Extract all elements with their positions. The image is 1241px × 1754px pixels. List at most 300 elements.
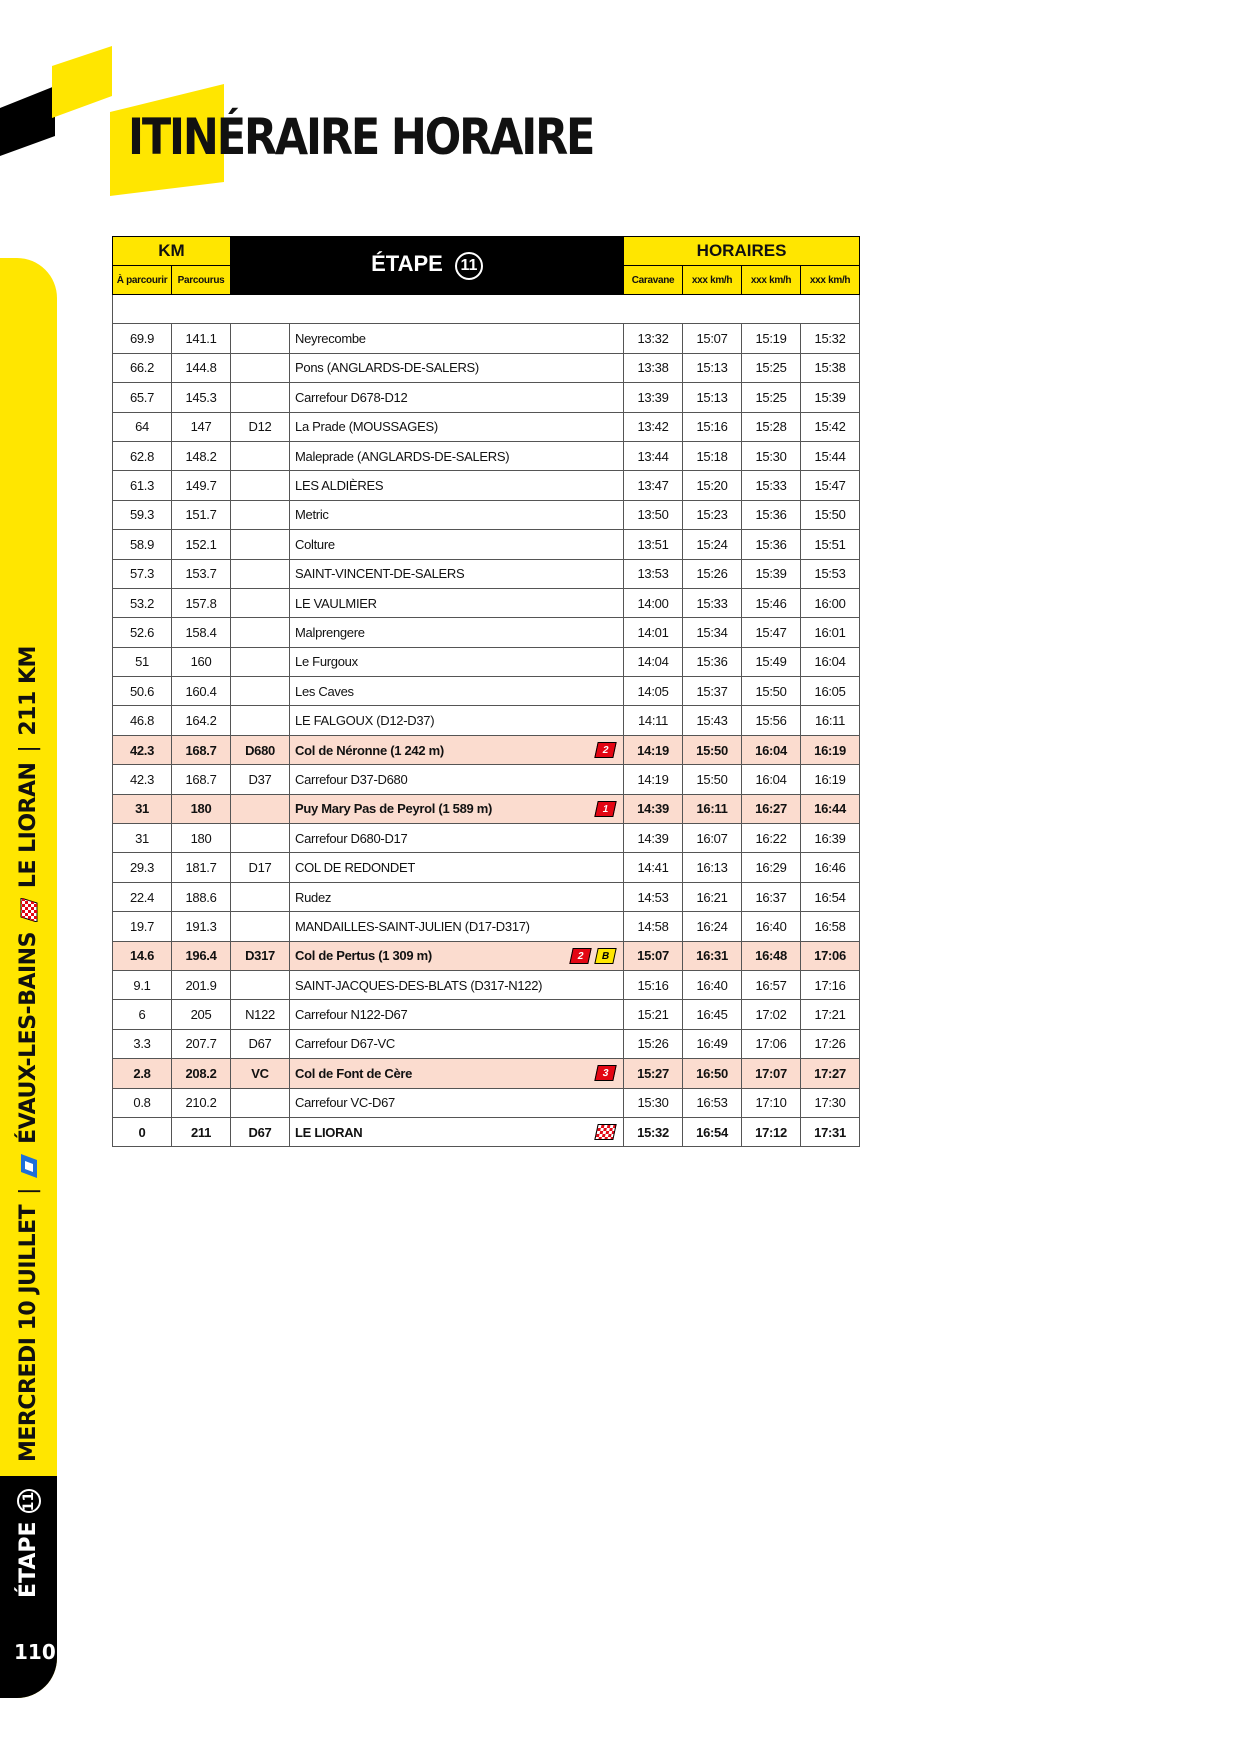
- time-speed-3-cell: 17:16: [801, 970, 860, 999]
- time-speed-3-cell: 15:47: [801, 471, 860, 500]
- table-row: [113, 324, 860, 353]
- road-cell: [231, 1088, 290, 1117]
- corner-decoration: [0, 0, 240, 200]
- time-caravane-cell: 14:41: [624, 853, 683, 882]
- km-remaining-cell: 62.8: [113, 441, 172, 470]
- time-speed-3-cell: 15:50: [801, 500, 860, 529]
- km-done-cell: 158.4: [172, 618, 231, 647]
- place-cell: [290, 324, 624, 353]
- road-cell: D12: [231, 412, 290, 441]
- time-caravane-cell: 14:01: [624, 618, 683, 647]
- place-cell: [290, 618, 624, 647]
- time-speed-3-cell: 16:46: [801, 853, 860, 882]
- km-remaining-cell: 50.6: [113, 677, 172, 706]
- time-speed-3-cell: 16:00: [801, 588, 860, 617]
- place-name: COL DE REDONDET: [295, 860, 415, 876]
- km-remaining-cell: 22.4: [113, 882, 172, 911]
- time-speed-2-cell: 16:04: [742, 765, 801, 794]
- stage-start: ÉVAUX-LES-BAINS: [16, 932, 41, 1144]
- time-speed-2-cell: 15:50: [742, 677, 801, 706]
- km-done-cell: 153.7: [172, 559, 231, 588]
- road-cell: [231, 559, 290, 588]
- time-speed-3-cell: 16:58: [801, 912, 860, 941]
- place-cell: [290, 1088, 624, 1117]
- time-caravane-cell: 13:39: [624, 383, 683, 412]
- km-remaining-cell: 2.8: [113, 1059, 172, 1088]
- time-speed-3-cell: 15:32: [801, 324, 860, 353]
- time-speed-3-cell: 17:31: [801, 1117, 860, 1146]
- stage-distance: 211 KM: [16, 646, 41, 736]
- time-speed-3-cell: 16:19: [801, 765, 860, 794]
- place-name: Les Caves: [295, 683, 354, 699]
- time-speed-2-cell: 15:25: [742, 353, 801, 382]
- table-row: [113, 824, 860, 853]
- time-speed-2-cell: 15:19: [742, 324, 801, 353]
- speed-header-3: xxx km/h: [801, 266, 860, 295]
- speed-header-1: xxx km/h: [683, 266, 742, 295]
- km-done-cell: 168.7: [172, 735, 231, 764]
- time-caravane-cell: 13:38: [624, 353, 683, 382]
- time-speed-2-cell: 16:04: [742, 735, 801, 764]
- time-speed-3-cell: 16:39: [801, 824, 860, 853]
- time-speed-2-cell: 15:30: [742, 441, 801, 470]
- time-speed-1-cell: 16:54: [683, 1117, 742, 1146]
- time-speed-2-cell: 15:47: [742, 618, 801, 647]
- time-speed-3-cell: 15:38: [801, 353, 860, 382]
- time-speed-3-cell: 15:53: [801, 559, 860, 588]
- time-speed-2-cell: 17:02: [742, 1000, 801, 1029]
- road-cell: [231, 882, 290, 911]
- road-cell: [231, 471, 290, 500]
- place-name: MANDAILLES-SAINT-JULIEN (D17-D317): [295, 918, 530, 934]
- place-name: LE LIORAN: [295, 1124, 363, 1140]
- road-cell: D317: [231, 941, 290, 970]
- itinerary-table: [112, 236, 860, 1147]
- table-row: [113, 912, 860, 941]
- time-speed-2-cell: 15:33: [742, 471, 801, 500]
- table-row: [113, 794, 860, 823]
- time-speed-2-cell: 17:06: [742, 1029, 801, 1058]
- table-row: [113, 500, 860, 529]
- climb-badges: [596, 1065, 615, 1081]
- km-remaining-cell: 57.3: [113, 559, 172, 588]
- time-speed-3-cell: 17:26: [801, 1029, 860, 1058]
- place-name: Pons (ANGLARDS-DE-SALERS): [295, 360, 479, 376]
- table-row: [113, 941, 860, 970]
- place-name: Col de Font de Cère: [295, 1065, 413, 1081]
- road-cell: D67: [231, 1029, 290, 1058]
- km-done-cell: 180: [172, 824, 231, 853]
- road-cell: [231, 588, 290, 617]
- road-cell: [231, 970, 290, 999]
- time-caravane-cell: 14:19: [624, 765, 683, 794]
- km-done-cell: 145.3: [172, 383, 231, 412]
- table-row: [113, 882, 860, 911]
- place-cell: [290, 853, 624, 882]
- table-row: [113, 647, 860, 676]
- km-remaining-cell: 59.3: [113, 500, 172, 529]
- time-speed-2-cell: 16:37: [742, 882, 801, 911]
- km-remaining-cell: 6: [113, 1000, 172, 1029]
- place-name: Puy Mary Pas de Peyrol (1 589 m): [295, 801, 493, 817]
- time-caravane-cell: 15:26: [624, 1029, 683, 1058]
- table-row: [113, 383, 860, 412]
- time-caravane-cell: 13:51: [624, 530, 683, 559]
- km-done-cell: 205: [172, 1000, 231, 1029]
- table-row: [113, 530, 860, 559]
- time-speed-1-cell: 15:13: [683, 353, 742, 382]
- road-cell: D67: [231, 1117, 290, 1146]
- km-remaining-cell: 42.3: [113, 735, 172, 764]
- time-caravane-cell: 15:16: [624, 970, 683, 999]
- time-speed-1-cell: 15:13: [683, 383, 742, 412]
- start-flag-icon: [19, 1154, 39, 1178]
- road-cell: D680: [231, 735, 290, 764]
- time-speed-3-cell: 15:51: [801, 530, 860, 559]
- separator: |: [16, 745, 41, 753]
- time-caravane-cell: 13:50: [624, 500, 683, 529]
- speed-header-2: xxx km/h: [742, 266, 801, 295]
- km-done-cell: 152.1: [172, 530, 231, 559]
- place-cell: [290, 677, 624, 706]
- time-speed-3-cell: 17:27: [801, 1059, 860, 1088]
- place-cell: [290, 912, 624, 941]
- table-row: [113, 471, 860, 500]
- place-name: SAINT-VINCENT-DE-SALERS: [295, 566, 465, 582]
- km-done-cell: 151.7: [172, 500, 231, 529]
- place-cell: [290, 353, 624, 382]
- km-remaining-cell: 65.7: [113, 383, 172, 412]
- place-name: Carrefour VC-D67: [295, 1095, 395, 1111]
- time-speed-1-cell: 15:50: [683, 765, 742, 794]
- road-cell: D17: [231, 853, 290, 882]
- time-speed-2-cell: 16:57: [742, 970, 801, 999]
- time-speed-3-cell: 17:06: [801, 941, 860, 970]
- road-cell: [231, 353, 290, 382]
- etape-number: 11: [455, 252, 483, 280]
- time-caravane-cell: 13:47: [624, 471, 683, 500]
- parcourus-header: Parcourus: [172, 266, 231, 295]
- place-cell: [290, 559, 624, 588]
- time-caravane-cell: 14:11: [624, 706, 683, 735]
- time-caravane-cell: 14:04: [624, 647, 683, 676]
- place-cell: [290, 765, 624, 794]
- checkered-flag-icon: [19, 898, 39, 922]
- place-cell: [290, 588, 624, 617]
- time-speed-2-cell: 16:22: [742, 824, 801, 853]
- time-speed-2-cell: 15:39: [742, 559, 801, 588]
- road-cell: [231, 383, 290, 412]
- km-done-cell: 211: [172, 1117, 231, 1146]
- climb-badges: [596, 1124, 615, 1140]
- km-remaining-cell: 31: [113, 824, 172, 853]
- time-speed-1-cell: 16:13: [683, 853, 742, 882]
- road-cell: [231, 441, 290, 470]
- road-cell: D37: [231, 765, 290, 794]
- road-cell: [231, 324, 290, 353]
- time-speed-1-cell: 16:11: [683, 794, 742, 823]
- place-name: Col de Néronne (1 242 m): [295, 742, 444, 758]
- km-remaining-cell: 19.7: [113, 912, 172, 941]
- km-remaining-cell: 52.6: [113, 618, 172, 647]
- km-remaining-cell: 9.1: [113, 970, 172, 999]
- sidebar-etape-label: ÉTAPE: [16, 1521, 41, 1598]
- time-speed-1-cell: 15:33: [683, 588, 742, 617]
- place-name: LE FALGOUX (D12-D37): [295, 713, 435, 729]
- place-name: Malprengere: [295, 624, 365, 640]
- time-caravane-cell: 13:32: [624, 324, 683, 353]
- time-caravane-cell: 13:44: [624, 441, 683, 470]
- time-speed-2-cell: 15:28: [742, 412, 801, 441]
- time-caravane-cell: 14:58: [624, 912, 683, 941]
- km-done-cell: 208.2: [172, 1059, 231, 1088]
- km-done-cell: 164.2: [172, 706, 231, 735]
- page-title: ITINÉRAIRE HORAIRE: [128, 108, 594, 166]
- km-remaining-cell: 61.3: [113, 471, 172, 500]
- km-remaining-cell: 14.6: [113, 941, 172, 970]
- place-cell: [290, 1117, 624, 1146]
- place-name: Rudez: [295, 889, 332, 905]
- km-remaining-cell: 29.3: [113, 853, 172, 882]
- place-name: Metric: [295, 507, 329, 523]
- place-cell: [290, 706, 624, 735]
- place-cell: [290, 735, 624, 764]
- time-speed-1-cell: 15:24: [683, 530, 742, 559]
- climb-category-icon: 3: [594, 1065, 616, 1081]
- time-speed-3-cell: 16:01: [801, 618, 860, 647]
- km-header: KM: [113, 237, 231, 266]
- time-caravane-cell: 14:19: [624, 735, 683, 764]
- table-row: [113, 735, 860, 764]
- road-cell: [231, 530, 290, 559]
- road-cell: [231, 500, 290, 529]
- itinerary-body: [113, 324, 860, 1147]
- time-speed-2-cell: 16:40: [742, 912, 801, 941]
- time-speed-1-cell: 16:40: [683, 970, 742, 999]
- road-cell: VC: [231, 1059, 290, 1088]
- time-speed-1-cell: 15:37: [683, 677, 742, 706]
- time-caravane-cell: 15:30: [624, 1088, 683, 1117]
- time-speed-1-cell: 15:50: [683, 735, 742, 764]
- place-cell: [290, 1059, 624, 1088]
- climb-badges: [571, 948, 615, 964]
- km-remaining-cell: 0: [113, 1117, 172, 1146]
- road-cell: [231, 794, 290, 823]
- place-cell: [290, 794, 624, 823]
- place-name: Carrefour N122-D67: [295, 1007, 408, 1023]
- finish-flag-icon: [594, 1124, 616, 1140]
- table-row: [113, 1059, 860, 1088]
- table-row: [113, 706, 860, 735]
- km-remaining-cell: 51: [113, 647, 172, 676]
- km-done-cell: 210.2: [172, 1088, 231, 1117]
- km-remaining-cell: 42.3: [113, 765, 172, 794]
- road-cell: [231, 912, 290, 941]
- km-done-cell: 149.7: [172, 471, 231, 500]
- separator: |: [16, 1187, 41, 1195]
- place-name: Le Furgoux: [295, 654, 358, 670]
- time-speed-1-cell: 16:24: [683, 912, 742, 941]
- table-row: [113, 853, 860, 882]
- table-row: [113, 559, 860, 588]
- km-done-cell: 201.9: [172, 970, 231, 999]
- km-done-cell: 160: [172, 647, 231, 676]
- horaires-header: HORAIRES: [624, 237, 860, 266]
- time-speed-2-cell: 15:36: [742, 530, 801, 559]
- time-speed-1-cell: 16:53: [683, 1088, 742, 1117]
- time-caravane-cell: 14:53: [624, 882, 683, 911]
- time-caravane-cell: 15:32: [624, 1117, 683, 1146]
- caravane-header: Caravane: [624, 266, 683, 295]
- table-row: [113, 765, 860, 794]
- place-cell: [290, 1000, 624, 1029]
- place-cell: [290, 882, 624, 911]
- place-cell: [290, 941, 624, 970]
- place-name: Carrefour D37-D680: [295, 771, 408, 787]
- place-name: Carrefour D678-D12: [295, 389, 408, 405]
- km-remaining-cell: 46.8: [113, 706, 172, 735]
- time-speed-2-cell: 17:10: [742, 1088, 801, 1117]
- table-row: [113, 441, 860, 470]
- road-cell: N122: [231, 1000, 290, 1029]
- time-speed-1-cell: 15:16: [683, 412, 742, 441]
- time-speed-2-cell: 16:27: [742, 794, 801, 823]
- time-caravane-cell: 15:21: [624, 1000, 683, 1029]
- stage-finish: LE LIORAN: [16, 762, 41, 889]
- place-name: Carrefour D680-D17: [295, 830, 408, 846]
- time-speed-2-cell: 16:48: [742, 941, 801, 970]
- time-speed-1-cell: 15:23: [683, 500, 742, 529]
- km-done-cell: 147: [172, 412, 231, 441]
- climb-badges: [596, 742, 615, 758]
- time-speed-1-cell: 16:45: [683, 1000, 742, 1029]
- km-done-cell: 160.4: [172, 677, 231, 706]
- place-name: Maleprade (ANGLARDS-DE-SALERS): [295, 448, 510, 464]
- time-caravane-cell: 14:00: [624, 588, 683, 617]
- place-cell: [290, 1029, 624, 1058]
- place-name: LE VAULMIER: [295, 595, 377, 611]
- page-number: 110: [14, 1640, 56, 1664]
- time-speed-3-cell: 16:04: [801, 647, 860, 676]
- time-speed-2-cell: 15:56: [742, 706, 801, 735]
- time-speed-3-cell: 16:19: [801, 735, 860, 764]
- place-cell: [290, 647, 624, 676]
- km-remaining-cell: 53.2: [113, 588, 172, 617]
- climb-category-icon: 2: [569, 948, 591, 964]
- climb-category-icon: 1: [594, 801, 616, 817]
- place-cell: [290, 824, 624, 853]
- table-row: [113, 618, 860, 647]
- km-done-cell: 141.1: [172, 324, 231, 353]
- time-speed-3-cell: 16:05: [801, 677, 860, 706]
- table-row: [113, 588, 860, 617]
- place-cell: [290, 471, 624, 500]
- time-caravane-cell: 15:07: [624, 941, 683, 970]
- place-cell: [290, 970, 624, 999]
- km-remaining-cell: 58.9: [113, 530, 172, 559]
- climb-category-icon: 2: [594, 742, 616, 758]
- stage-summary: [14, 646, 44, 1462]
- table-row: [113, 677, 860, 706]
- road-cell: [231, 647, 290, 676]
- time-caravane-cell: 13:53: [624, 559, 683, 588]
- time-speed-2-cell: 16:29: [742, 853, 801, 882]
- climb-badges: [596, 801, 615, 817]
- sidebar-etape: [16, 1489, 41, 1598]
- time-caravane-cell: 14:05: [624, 677, 683, 706]
- place-name: Neyrecombe: [295, 331, 366, 347]
- time-speed-1-cell: 16:50: [683, 1059, 742, 1088]
- time-caravane-cell: 14:39: [624, 824, 683, 853]
- time-speed-3-cell: 16:54: [801, 882, 860, 911]
- km-done-cell: 181.7: [172, 853, 231, 882]
- km-remaining-cell: 31: [113, 794, 172, 823]
- km-remaining-cell: 66.2: [113, 353, 172, 382]
- time-speed-3-cell: 15:44: [801, 441, 860, 470]
- km-done-cell: 168.7: [172, 765, 231, 794]
- time-speed-1-cell: 15:20: [683, 471, 742, 500]
- km-done-cell: 180: [172, 794, 231, 823]
- time-speed-1-cell: 15:18: [683, 441, 742, 470]
- place-name: Col de Pertus (1 309 m): [295, 948, 432, 964]
- time-speed-1-cell: 16:07: [683, 824, 742, 853]
- table-row: [113, 1088, 860, 1117]
- a-parcourir-header: À parcourir: [113, 266, 172, 295]
- km-remaining-cell: 64: [113, 412, 172, 441]
- time-speed-2-cell: 15:36: [742, 500, 801, 529]
- km-done-cell: 188.6: [172, 882, 231, 911]
- time-speed-3-cell: 15:39: [801, 383, 860, 412]
- km-remaining-cell: 0.8: [113, 1088, 172, 1117]
- time-caravane-cell: 15:27: [624, 1059, 683, 1088]
- table-row: [113, 412, 860, 441]
- time-speed-2-cell: 15:46: [742, 588, 801, 617]
- table-row: [113, 353, 860, 382]
- time-speed-3-cell: 15:42: [801, 412, 860, 441]
- time-speed-2-cell: 17:12: [742, 1117, 801, 1146]
- table-row: [113, 1029, 860, 1058]
- time-speed-2-cell: 15:49: [742, 647, 801, 676]
- time-speed-3-cell: 16:44: [801, 794, 860, 823]
- stage-date: MERCREDI 10 JUILLET: [16, 1204, 41, 1462]
- road-cell: [231, 618, 290, 647]
- time-speed-3-cell: 17:30: [801, 1088, 860, 1117]
- time-speed-1-cell: 16:31: [683, 941, 742, 970]
- road-cell: [231, 706, 290, 735]
- time-speed-2-cell: 15:25: [742, 383, 801, 412]
- km-done-cell: 148.2: [172, 441, 231, 470]
- km-done-cell: 207.7: [172, 1029, 231, 1058]
- place-name: La Prade (MOUSSAGES): [295, 419, 438, 435]
- time-speed-3-cell: 17:21: [801, 1000, 860, 1029]
- bonus-flag-icon: B: [594, 948, 616, 964]
- km-done-cell: 157.8: [172, 588, 231, 617]
- place-name: LES ALDIÈRES: [295, 478, 384, 494]
- table-row: [113, 1000, 860, 1029]
- place-name: Colture: [295, 536, 335, 552]
- time-speed-1-cell: 15:36: [683, 647, 742, 676]
- km-remaining-cell: 69.9: [113, 324, 172, 353]
- time-speed-1-cell: 16:21: [683, 882, 742, 911]
- time-speed-1-cell: 16:49: [683, 1029, 742, 1058]
- place-cell: [290, 500, 624, 529]
- table-row: [113, 970, 860, 999]
- place-cell: [290, 412, 624, 441]
- table-row: [113, 1117, 860, 1146]
- time-speed-1-cell: 15:26: [683, 559, 742, 588]
- km-done-cell: 144.8: [172, 353, 231, 382]
- time-speed-1-cell: 15:34: [683, 618, 742, 647]
